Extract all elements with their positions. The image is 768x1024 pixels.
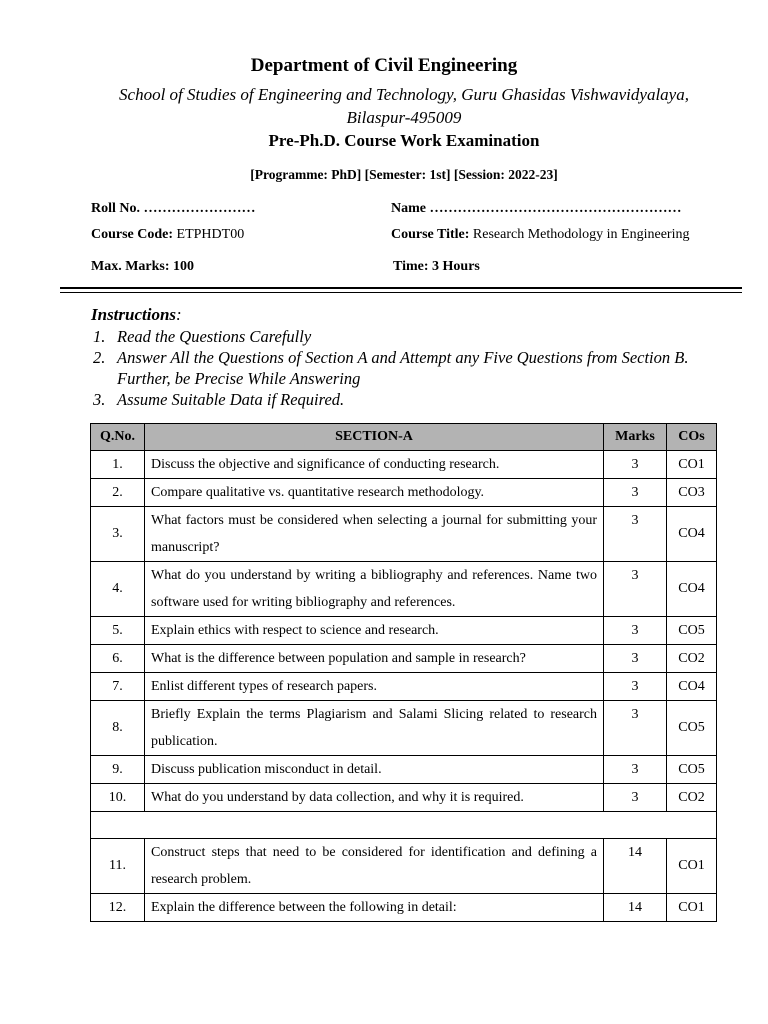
question-co: CO2 bbox=[667, 645, 717, 673]
instructions-heading bbox=[91, 305, 182, 325]
exam-time bbox=[393, 259, 480, 275]
table-row bbox=[91, 617, 717, 645]
question-marks: 3 bbox=[604, 562, 667, 617]
question-number: 11. bbox=[91, 839, 145, 894]
question-co: CO2 bbox=[667, 784, 717, 812]
table-row bbox=[91, 479, 717, 507]
question-marks: 14 bbox=[604, 839, 667, 894]
instruction-item bbox=[91, 326, 731, 347]
programme-line: [Programme: PhD] [Semester: 1st] [Session: 2022-23] bbox=[250, 167, 558, 182]
instruction-number: 2. bbox=[93, 348, 106, 367]
table-row bbox=[91, 451, 717, 479]
instruction-text: Assume Suitable Data if Required. bbox=[117, 390, 345, 409]
table-row bbox=[91, 562, 717, 617]
question-text: Compare qualitative vs. quantitative research methodology. bbox=[145, 479, 604, 507]
instructions-list bbox=[91, 326, 731, 410]
question-text: Briefly Explain the terms Plagiarism and Salami Slicing related to research publication. bbox=[145, 701, 604, 756]
candidate-name bbox=[391, 201, 682, 217]
blank-cell bbox=[91, 812, 717, 839]
question-text: Discuss publication misconduct in detail. bbox=[145, 756, 604, 784]
department-title: Department of Civil Engineering bbox=[250, 55, 518, 76]
question-text: What is the difference between population and sample in research? bbox=[145, 645, 604, 673]
instruction-text: Answer All the Questions of Section A and Attempt any Five Questions from Section B. Further, be Precise While Answering bbox=[117, 348, 689, 388]
table-row bbox=[91, 839, 717, 894]
question-co: CO1 bbox=[667, 451, 717, 479]
instruction-item bbox=[91, 389, 731, 410]
course-title-value: Research Methodology in Engineering bbox=[472, 227, 690, 242]
section-b-separator-row bbox=[91, 812, 717, 839]
question-marks: 14 bbox=[604, 894, 667, 922]
table-row bbox=[91, 784, 717, 812]
question-text: Explain ethics with respect to science and research. bbox=[145, 617, 604, 645]
question-number: 3. bbox=[91, 507, 145, 562]
question-number: 9. bbox=[91, 756, 145, 784]
table-row bbox=[91, 756, 717, 784]
question-text: Explain the difference between the following in detail: bbox=[145, 894, 604, 922]
question-number: 10. bbox=[91, 784, 145, 812]
question-co: CO4 bbox=[667, 562, 717, 617]
question-number: 4. bbox=[91, 562, 145, 617]
max-marks-text: Max. Marks: 100 bbox=[91, 259, 195, 274]
question-marks: 3 bbox=[604, 673, 667, 701]
roll-label: Roll No. bbox=[91, 201, 140, 216]
instruction-item bbox=[91, 347, 731, 389]
course-code-value: ETPHDT00 bbox=[176, 227, 245, 242]
question-co: CO5 bbox=[667, 617, 717, 645]
course-code-label: Course Code: bbox=[91, 227, 174, 242]
question-text: What factors must be considered when selecting a journal for submitting your manuscript? bbox=[145, 507, 604, 562]
roll-dots: …………………… bbox=[143, 201, 256, 216]
question-marks: 3 bbox=[604, 507, 667, 562]
question-marks: 3 bbox=[604, 479, 667, 507]
question-marks: 3 bbox=[604, 451, 667, 479]
question-number: 6. bbox=[91, 645, 145, 673]
divider-thick bbox=[60, 287, 742, 289]
course-title bbox=[391, 227, 689, 243]
table-row bbox=[91, 894, 717, 922]
question-marks: 3 bbox=[604, 645, 667, 673]
school-name bbox=[0, 83, 768, 129]
question-text: What do you understand by data collection, and why it is required. bbox=[145, 784, 604, 812]
question-marks: 3 bbox=[604, 617, 667, 645]
question-number: 12. bbox=[91, 894, 145, 922]
questions-table bbox=[90, 423, 717, 922]
table-row bbox=[91, 701, 717, 756]
name-dots: ……………………………………………… bbox=[429, 201, 682, 216]
header-cos: COs bbox=[667, 424, 717, 451]
question-co: CO1 bbox=[667, 839, 717, 894]
question-co: CO1 bbox=[667, 894, 717, 922]
question-co: CO4 bbox=[667, 507, 717, 562]
question-number: 8. bbox=[91, 701, 145, 756]
question-text: Discuss the objective and significance of conducting research. bbox=[145, 451, 604, 479]
exam-title: Pre-Ph.D. Course Work Examination bbox=[268, 131, 540, 150]
question-number: 7. bbox=[91, 673, 145, 701]
question-co: CO5 bbox=[667, 701, 717, 756]
max-marks bbox=[91, 259, 194, 275]
divider-thin bbox=[60, 292, 742, 293]
question-co: CO4 bbox=[667, 673, 717, 701]
header-marks: Marks bbox=[604, 424, 667, 451]
question-marks: 3 bbox=[604, 756, 667, 784]
table-header-row bbox=[91, 424, 717, 451]
table-row bbox=[91, 673, 717, 701]
roll-number bbox=[91, 201, 256, 217]
header-qno: Q.No. bbox=[91, 424, 145, 451]
question-marks: 3 bbox=[604, 701, 667, 756]
question-co: CO5 bbox=[667, 756, 717, 784]
question-number: 1. bbox=[91, 451, 145, 479]
instruction-number: 1. bbox=[93, 327, 106, 346]
instructions-colon: : bbox=[176, 305, 182, 324]
instructions-title: Instructions bbox=[91, 305, 177, 324]
instruction-number: 3. bbox=[93, 390, 106, 409]
question-text: Enlist different types of research papers. bbox=[145, 673, 604, 701]
header-section: SECTION-A bbox=[145, 424, 604, 451]
school-line-2: Bilaspur-495009 bbox=[346, 108, 462, 127]
course-title-label: Course Title: bbox=[391, 227, 470, 242]
name-label: Name bbox=[391, 201, 426, 216]
table-row bbox=[91, 645, 717, 673]
table-row bbox=[91, 507, 717, 562]
instruction-text: Read the Questions Carefully bbox=[117, 327, 312, 346]
question-marks: 3 bbox=[604, 784, 667, 812]
exam-time-text: Time: 3 Hours bbox=[393, 259, 480, 274]
question-text: What do you understand by writing a bibliography and references. Name two software used for writing bibliography and references. bbox=[145, 562, 604, 617]
question-number: 5. bbox=[91, 617, 145, 645]
question-text: Construct steps that need to be considered for identification and defining a research problem. bbox=[145, 839, 604, 894]
question-co: CO3 bbox=[667, 479, 717, 507]
course-code bbox=[91, 227, 244, 243]
question-number: 2. bbox=[91, 479, 145, 507]
school-line-1: School of Studies of Engineering and Technology, Guru Ghasidas Vishwavidyalaya, bbox=[119, 85, 689, 104]
